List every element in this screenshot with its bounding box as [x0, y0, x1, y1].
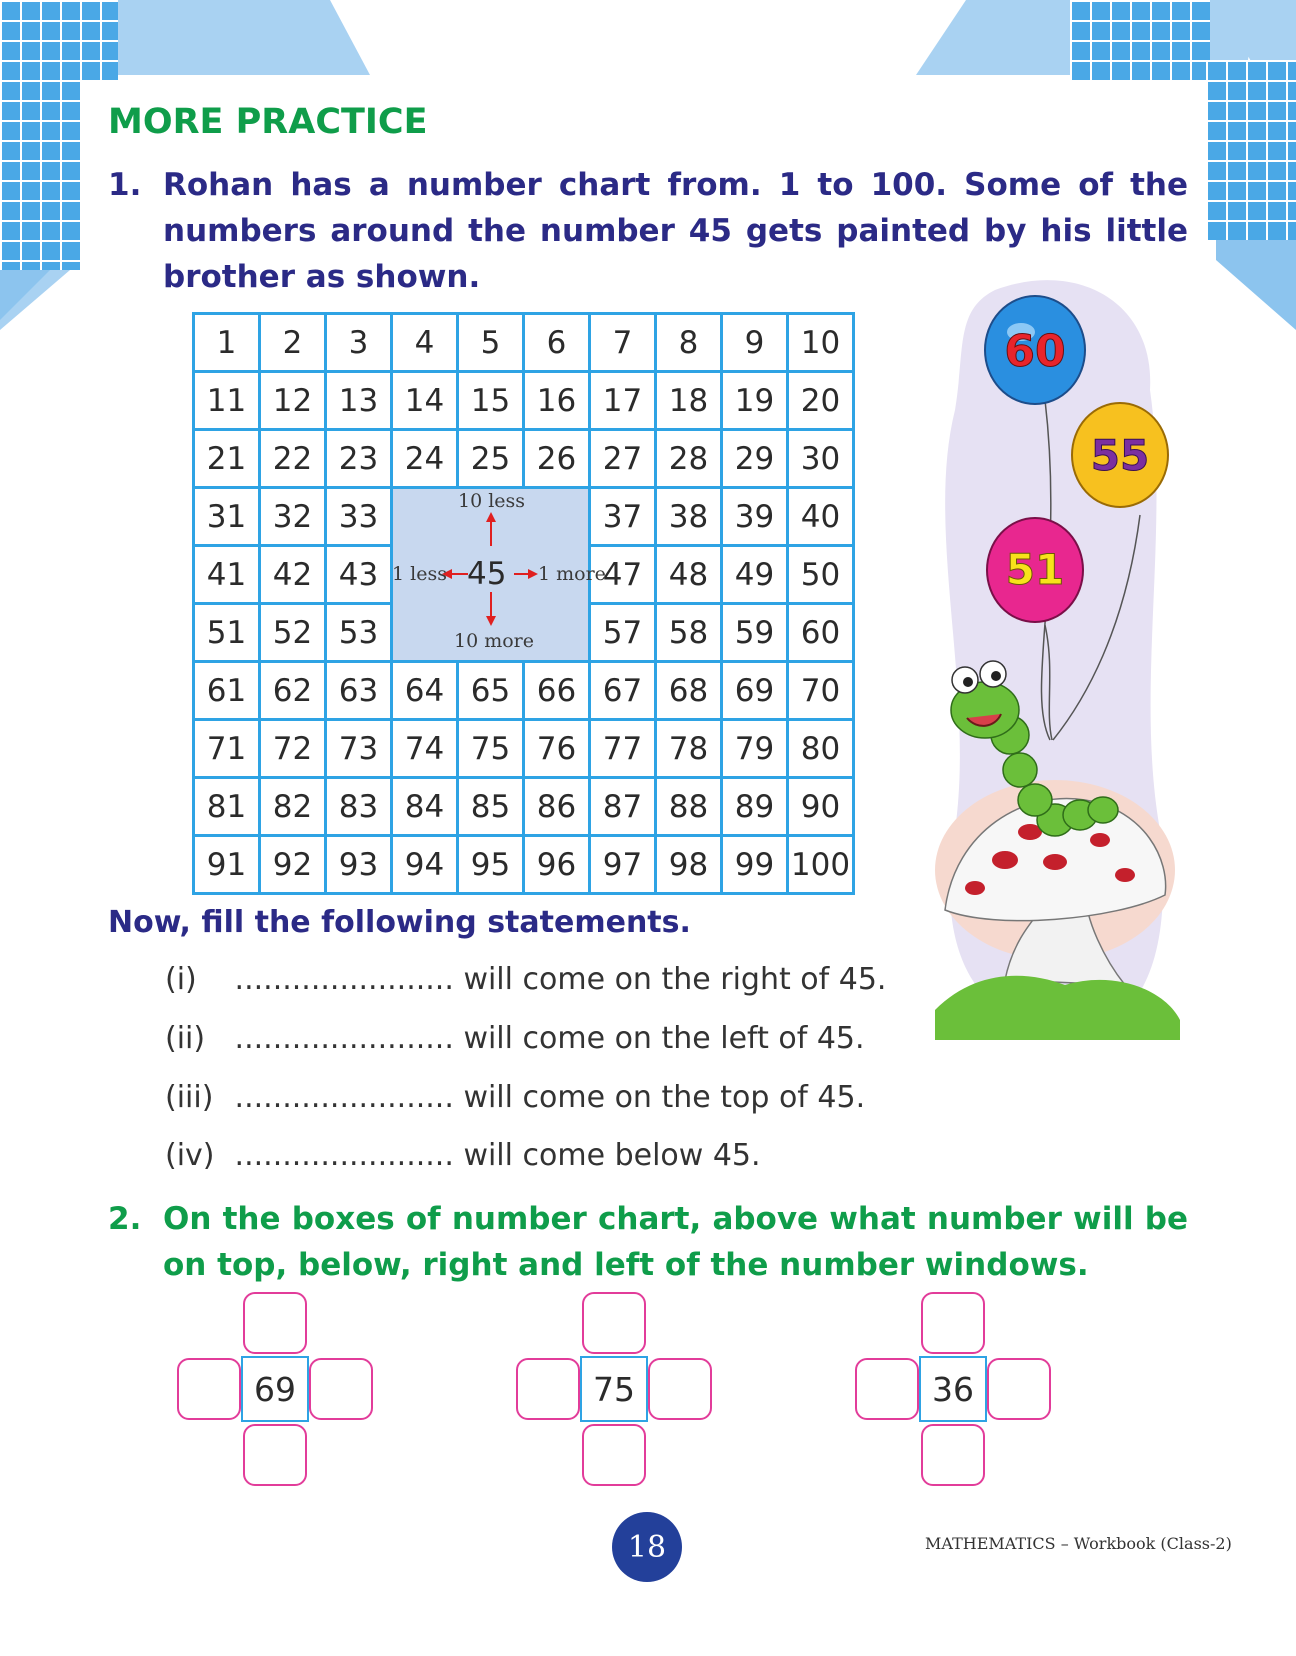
- answer-blank[interactable]: .......................: [234, 1021, 454, 1056]
- window-right-box[interactable]: [648, 1358, 712, 1420]
- answer-blank[interactable]: .......................: [234, 1080, 454, 1115]
- chart-cell: 63: [326, 662, 392, 720]
- chart-row: [194, 778, 854, 836]
- chart-cell: 65: [458, 662, 524, 720]
- chart-cell: 81: [194, 778, 260, 836]
- window-top-box[interactable]: [243, 1292, 307, 1354]
- chart-cell: 16: [524, 372, 590, 430]
- section-title: MORE PRACTICE: [108, 102, 428, 142]
- chart-cell: 15: [458, 372, 524, 430]
- chart-cell: 87: [590, 778, 656, 836]
- chart-cell: 69: [722, 662, 788, 720]
- chart-cell: 21: [194, 430, 260, 488]
- window-right-box[interactable]: [309, 1358, 373, 1420]
- chart-cell: 19: [722, 372, 788, 430]
- window-right-box[interactable]: [987, 1358, 1051, 1420]
- chart-cell: 64: [392, 662, 458, 720]
- chart-cell: 30: [788, 430, 854, 488]
- chart-cell: 9: [722, 314, 788, 372]
- chart-cell: 14: [392, 372, 458, 430]
- chart-cell: 17: [590, 372, 656, 430]
- chart-cell: 86: [524, 778, 590, 836]
- window-left-box[interactable]: [177, 1358, 241, 1420]
- statement-2: [165, 1021, 865, 1056]
- chart-cell: 74: [392, 720, 458, 778]
- chart-cell: 70: [788, 662, 854, 720]
- chart-cell: 92: [260, 836, 326, 894]
- answer-blank[interactable]: .......................: [234, 962, 454, 997]
- chart-cell: 88: [656, 778, 722, 836]
- caterpillar-balloons-illustration: [935, 270, 1180, 1040]
- chart-cell: 48: [656, 546, 722, 604]
- chart-cell: 79: [722, 720, 788, 778]
- chart-cell: 27: [590, 430, 656, 488]
- chart-cell: 61: [194, 662, 260, 720]
- chart-cell: 37: [590, 488, 656, 546]
- chart-cell: 31: [194, 488, 260, 546]
- grid-pattern-left-lower: [0, 80, 80, 270]
- chart-cell: 49: [722, 546, 788, 604]
- chart-cell: 93: [326, 836, 392, 894]
- chart-cell: 60: [788, 604, 854, 662]
- chart-row: [194, 720, 854, 778]
- label-1-more: 1 more: [538, 563, 606, 585]
- chart-cell: 11: [194, 372, 260, 430]
- chart-cell: 76: [524, 720, 590, 778]
- chart-cell: 97: [590, 836, 656, 894]
- chart-cell: 51: [194, 604, 260, 662]
- chart-cell: 29: [722, 430, 788, 488]
- chart-cell: 58: [656, 604, 722, 662]
- chart-cell: 73: [326, 720, 392, 778]
- center-number-45: 45: [467, 556, 507, 592]
- chart-cell: 42: [260, 546, 326, 604]
- question-2-text: On the boxes of number chart, above what number will be on top, below, right and left of the number windows.: [163, 1201, 1188, 1283]
- chart-cell: 53: [326, 604, 392, 662]
- window-left-box[interactable]: [516, 1358, 580, 1420]
- chart-row: [194, 372, 854, 430]
- chart-cell: 33: [326, 488, 392, 546]
- chart-cell: 62: [260, 662, 326, 720]
- chart-cell: 52: [260, 604, 326, 662]
- chart-cell: 67: [590, 662, 656, 720]
- window-top-box[interactable]: [921, 1292, 985, 1354]
- chart-cell: 95: [458, 836, 524, 894]
- statement-4: [165, 1138, 761, 1173]
- number-window-1: [177, 1292, 377, 1492]
- chart-cell: 91: [194, 836, 260, 894]
- footer-book-title: MATHEMATICS – Workbook (Class-2): [925, 1534, 1232, 1553]
- question-2: [108, 1196, 1188, 1288]
- chart-cell: 85: [458, 778, 524, 836]
- statement-number: (ii): [165, 1021, 206, 1056]
- label-1-less: 1 less: [392, 563, 447, 585]
- chart-cell: 99: [722, 836, 788, 894]
- fill-statements-title: Now, fill the following statements.: [108, 905, 691, 940]
- chart-cell: 71: [194, 720, 260, 778]
- chart-cell: 28: [656, 430, 722, 488]
- chart-cell: 59: [722, 604, 788, 662]
- statement-text: will come on the right of 45.: [463, 962, 887, 997]
- chart-cell: 23: [326, 430, 392, 488]
- window-center-number: 75: [580, 1356, 648, 1422]
- chart-cell: 10: [788, 314, 854, 372]
- chart-cell: 32: [260, 488, 326, 546]
- window-center-number: 69: [241, 1356, 309, 1422]
- chart-row: [194, 662, 854, 720]
- window-center-number: 36: [919, 1356, 987, 1422]
- window-bottom-box[interactable]: [921, 1424, 985, 1486]
- chart-cell: 89: [722, 778, 788, 836]
- question-1-text: Rohan has a number chart from. 1 to 100. Some of the numbers around the number 45 gets painted by his little brother as shown.: [163, 167, 1188, 295]
- chart-cell: 8: [656, 314, 722, 372]
- chart-cell: 94: [392, 836, 458, 894]
- balloon-label-60: 60: [1004, 326, 1066, 377]
- chart-cell: 18: [656, 372, 722, 430]
- balloon-label-55: 55: [1090, 431, 1150, 480]
- chart-cell: 96: [524, 836, 590, 894]
- balloon-51: [987, 518, 1083, 622]
- chart-cell: 6: [524, 314, 590, 372]
- chart-cell: 98: [656, 836, 722, 894]
- number-window-3: [855, 1292, 1055, 1492]
- chart-cell: 43: [326, 546, 392, 604]
- chart-cell: 47: [590, 546, 656, 604]
- chart-cell: 39: [722, 488, 788, 546]
- chart-cell: 68: [656, 662, 722, 720]
- chart-cell: 7: [590, 314, 656, 372]
- chart-cell: 26: [524, 430, 590, 488]
- grid-pattern-right: [1070, 0, 1210, 80]
- chart-cell: 90: [788, 778, 854, 836]
- chart-cell: 80: [788, 720, 854, 778]
- chart-cell: 22: [260, 430, 326, 488]
- balloon-60: [985, 296, 1085, 404]
- chart-cell: 78: [656, 720, 722, 778]
- chart-cell: 84: [392, 778, 458, 836]
- chart-cell: 5: [458, 314, 524, 372]
- chart-cell: 3: [326, 314, 392, 372]
- statement-text: will come on the left of 45.: [463, 1021, 865, 1056]
- question-2-number: 2.: [108, 1201, 142, 1237]
- question-1-number: 1.: [108, 167, 142, 203]
- chart-cell: 72: [260, 720, 326, 778]
- statement-3: [165, 1080, 865, 1115]
- window-bottom-box[interactable]: [582, 1424, 646, 1486]
- chart-cell: 24: [392, 430, 458, 488]
- balloon-label-51: 51: [1005, 545, 1065, 594]
- statement-number: (iii): [165, 1080, 214, 1115]
- grid-pattern-right-lower: [1206, 60, 1296, 240]
- statement-text: will come on the top of 45.: [463, 1080, 866, 1115]
- answer-blank[interactable]: .......................: [234, 1138, 454, 1173]
- chart-cell: 66: [524, 662, 590, 720]
- statement-1: [165, 962, 886, 997]
- number-window-2: [516, 1292, 716, 1492]
- chart-cell: 77: [590, 720, 656, 778]
- chart-cell: 38: [656, 488, 722, 546]
- statement-text: will come below 45.: [463, 1138, 761, 1173]
- chart-row: [194, 314, 854, 372]
- chart-cell: 20: [788, 372, 854, 430]
- chart-cell: 75: [458, 720, 524, 778]
- window-top-box[interactable]: [582, 1292, 646, 1354]
- chart-cell: 83: [326, 778, 392, 836]
- chart-cell: 57: [590, 604, 656, 662]
- chart-cell: 25: [458, 430, 524, 488]
- label-10-less: 10 less: [458, 490, 526, 512]
- grid-pattern-left: [0, 0, 118, 80]
- window-left-box[interactable]: [855, 1358, 919, 1420]
- chart-cell: 12: [260, 372, 326, 430]
- chart-cell: 41: [194, 546, 260, 604]
- chart-cell: 1: [194, 314, 260, 372]
- chart-row: [194, 430, 854, 488]
- window-bottom-box[interactable]: [243, 1424, 307, 1486]
- label-10-more: 10 more: [454, 630, 534, 652]
- chart-cell: 82: [260, 778, 326, 836]
- chart-cell: 13: [326, 372, 392, 430]
- chart-cell: 4: [392, 314, 458, 372]
- chart-cell: 40: [788, 488, 854, 546]
- chart-row: [194, 836, 854, 894]
- statement-number: (i): [165, 962, 197, 997]
- chart-cell: 50: [788, 546, 854, 604]
- page-number: 18: [612, 1512, 682, 1582]
- highlight-45-window: [390, 484, 606, 658]
- statement-number: (iv): [165, 1138, 215, 1173]
- chart-cell: 100: [788, 836, 854, 894]
- balloon-55: [1072, 403, 1168, 507]
- chart-cell: 2: [260, 314, 326, 372]
